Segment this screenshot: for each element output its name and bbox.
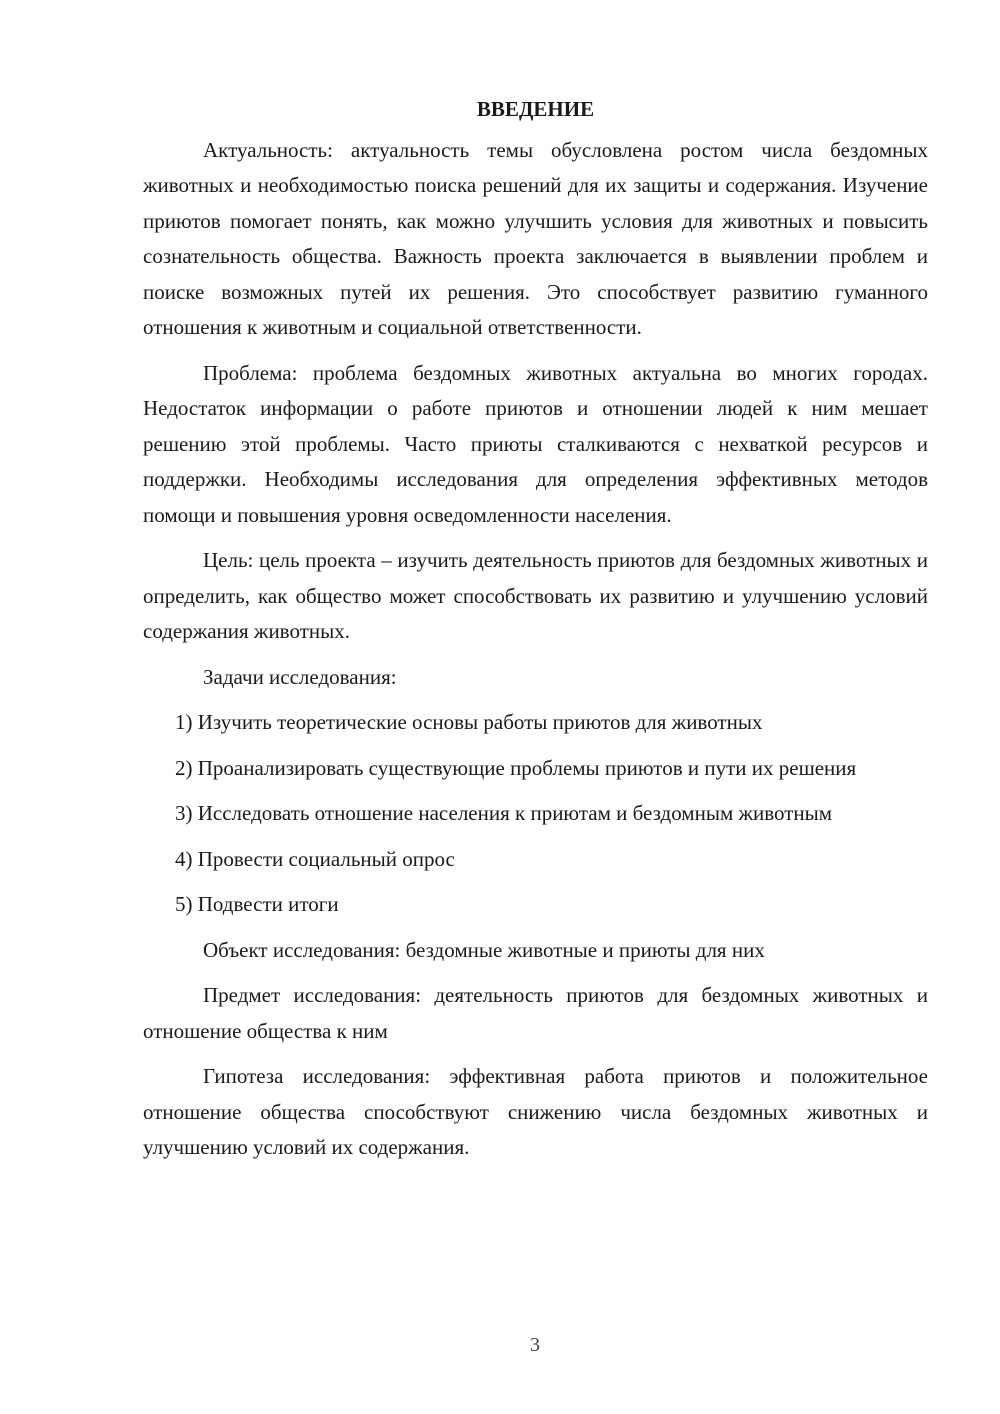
page-number: 3 — [530, 1334, 540, 1356]
hypothesis-paragraph: Гипотеза исследования: эффективная работа приютов и положительное отношение общества способствуют снижению числа бездомных животных и улучшению условий их содержания. — [143, 1064, 928, 1159]
relevance-paragraph: Актуальность: актуальность темы обусловлена ростом числа бездомных животных и необходимостью поиска решений для их защиты и содержания. Изучение приютов помогает понять, как можно улучшить условия для животных и повысить сознательность общества. Важность проекта заключается в выявлении проблем и поиске возможных путей их решения. Это способствует развитию гуманного отношения к животным и социальной ответственности. — [143, 137, 928, 339]
page-title: ВВЕДЕНИЕ — [476, 97, 595, 121]
subject-paragraph: Предмет исследования: деятельность приютов для бездомных животных и отношение общества к ним — [143, 983, 928, 1043]
task-item: 5) Подвести итоги — [175, 892, 339, 916]
goal-paragraph: Цель: цель проекта – изучить деятельность приютов для бездомных животных и определить, как общество может способствовать их развитию и улучшению условий содержания животных. — [143, 548, 928, 643]
task-item: 4) Провести социальный опрос — [175, 846, 455, 871]
task-item: 3) Исследовать отношение населения к приютам и бездомным животным — [175, 801, 833, 825]
task-item: 1) Изучить теоретические основы работы приютов для животных — [175, 710, 763, 734]
object-paragraph: Объект исследования: бездомные животные и приюты для них — [203, 937, 765, 962]
problem-paragraph: Проблема: проблема бездомных животных актуальна во многих городах. Недостаток информации о работе приютов и отношении людей к ним мешает решению этой проблемы. Часто приюты сталкиваются с нехваткой ресурсов и поддержки. Необходимы исследования для определения эффективных методов помощи и повышения уровня осведомленности населения. — [143, 360, 928, 527]
document-body — [143, 92, 928, 1176]
task-item: 2) Проанализировать существующие проблемы приютов и пути их решения — [175, 755, 857, 780]
tasks-heading: Задачи исследования: — [203, 664, 397, 689]
